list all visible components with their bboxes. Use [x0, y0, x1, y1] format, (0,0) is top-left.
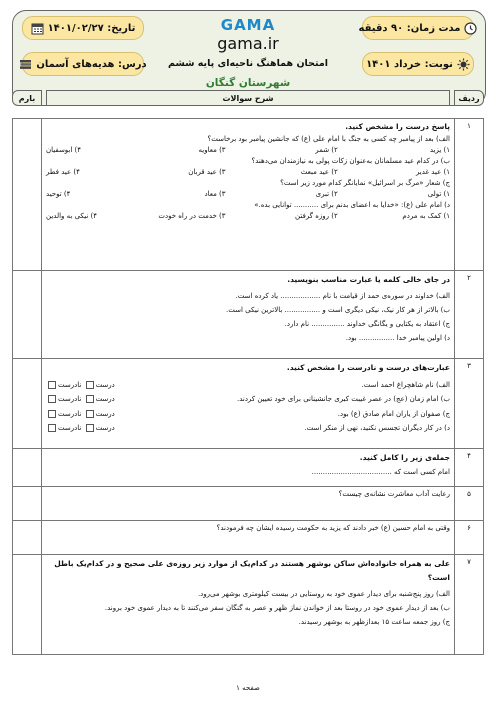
option: ۴) ابوسفیان [46, 146, 82, 154]
sub-question: ج) روز جمعه ساعت ۱۵ بعدازظهر به بوشهر رسیدند. [298, 618, 450, 626]
false-label: نادرست [58, 380, 82, 389]
questions-header: شرح سوالات [46, 90, 450, 106]
false-checkbox[interactable] [48, 395, 56, 403]
statement: د) در کار دیگران تجسس نکنید، نهی از منکر است. [304, 424, 450, 432]
true-label: درست [95, 409, 115, 418]
option: ۲) شمر [315, 146, 338, 154]
score-cell [13, 271, 42, 359]
tf-options [46, 407, 115, 422]
question-body [42, 449, 455, 487]
tf-item [46, 407, 450, 422]
question-body [42, 119, 455, 271]
false-checkbox[interactable] [48, 424, 56, 432]
sub-question: د) اولین پیامبر خدا ................ بود. [345, 334, 450, 342]
question-title: علی به همراه خانواده‌اش ساکن بوشهر هستند در کدام‌یک از موارد زیر روزه‌ی علی صحیح و در کدام‌یک باطل است؟ [54, 559, 450, 582]
tf-item [46, 392, 450, 407]
question-row [13, 359, 484, 449]
option: ۲) روزه گرفتن [295, 212, 338, 220]
session-text: نوبت: خرداد ۱۴۰۱ [366, 58, 453, 70]
question-number: ۲ [455, 271, 484, 359]
clock-icon [464, 22, 477, 35]
true-label: درست [95, 395, 115, 403]
statement: الف) نام شاهچراغ احمد است. [361, 380, 450, 389]
question-body: رعایت آداب معاشرت نشانه‌ی چیست؟ [42, 487, 455, 521]
books-icon [19, 58, 32, 71]
question-number: ۵ [455, 487, 484, 521]
option: ۱) عید غدیر [415, 168, 450, 176]
tf-item [46, 378, 450, 393]
question-row [13, 119, 484, 271]
options-row [46, 189, 450, 200]
statement: ب) امام زمان (عج) در عصر غیبت کبری جانشینانی برای خود تعیین کردند. [236, 395, 450, 403]
score-cell [13, 449, 42, 487]
false-label: نادرست [58, 395, 82, 403]
sub-question: ب) بالاتر از هر کار نیک، نیکی دیگری است و ................ بالاترین نیکی است. [226, 306, 450, 314]
question-number: ۴ [455, 449, 484, 487]
option: ۱) تولی [427, 190, 450, 198]
question-row [13, 449, 484, 487]
true-label: درست [95, 424, 115, 432]
question-title: در جای خالی کلمه یا عبارت مناسب بنویسید. [287, 275, 450, 284]
option: ۲) عید مبعث [300, 168, 338, 176]
option: ۱) کمک به مردم [402, 212, 450, 220]
duration-text: مدت زمان: ۹۰ دقیقه [358, 22, 461, 34]
question-title: جمله‌ی زیر را کامل کنید. [359, 453, 450, 462]
question-row [13, 555, 484, 655]
true-checkbox[interactable] [86, 410, 94, 418]
false-label: نادرست [58, 409, 82, 418]
option: ۳) معاویه [198, 146, 226, 154]
tf-options [46, 421, 115, 436]
sub-question: ج) اعتقاد به یکتایی و یگانگی خداوند ............... نام دارد. [284, 320, 450, 328]
sun-icon [457, 58, 470, 71]
row-header: ردیف [454, 90, 484, 106]
question-row [13, 521, 484, 555]
gama-logo [162, 16, 334, 34]
options-row [46, 167, 450, 178]
sub-question: الف) بعد از پیامبر چه کسی به جنگ با امام علی (ع) که جانشین پیامبر بود برخاست؟ [207, 135, 450, 143]
sub-question: الف) روز پنج‌شنبه برای دیدار عموی خود به روستایی در بیست کیلومتری بوشهر می‌رود. [197, 590, 450, 598]
question-body: وقتی به امام حسین (ع) خبر دادند که یزید به حکومت رسیده ایشان چه فرمودند؟ [42, 521, 455, 555]
false-checkbox[interactable] [48, 410, 56, 418]
false-checkbox[interactable] [48, 381, 56, 389]
sub-question: د) امام علی (ع): «خدایا به اعضای بدنم برای ........... توانایی بده.» [254, 201, 450, 209]
tf-options [46, 378, 115, 393]
true-label: درست [95, 380, 115, 389]
true-checkbox[interactable] [86, 381, 94, 389]
score-header: بارم [12, 90, 42, 106]
exam-title: امتحان هماهنگ ناحیه‌ای پایه ششم [168, 58, 328, 69]
logo-text: GAMA [220, 16, 276, 34]
score-cell [13, 119, 42, 271]
question-title: عبارت‌های درست و نادرست را مشخص کنید. [286, 363, 450, 372]
question-number: ۳ [455, 359, 484, 449]
option: ۳) خدمت در راه خودت [158, 212, 226, 220]
question-number: ۶ [455, 521, 484, 555]
option: ۳) معاد [204, 190, 226, 198]
sub-question: الف) خداوند در سوره‌ی حمد از قیامت با نام .................. یاد کرده است. [235, 292, 450, 300]
session-pill [362, 52, 474, 76]
option: ۴) نیکی به والدین [46, 212, 98, 220]
duration-pill [358, 16, 474, 40]
tf-item [46, 421, 450, 436]
city-name: شهرستان گنگان [205, 77, 291, 89]
false-label: نادرست [58, 424, 82, 432]
date-text: تاریخ: ۱۴۰۱/۰۲/۲۷ [47, 22, 136, 34]
option: ۳) عید قربان [188, 168, 226, 176]
true-checkbox[interactable] [86, 424, 94, 432]
score-cell [13, 359, 42, 449]
tf-options [46, 392, 115, 407]
option: ۴) توحید [46, 190, 71, 198]
score-cell [13, 555, 42, 655]
question-row [13, 271, 484, 359]
option: ۲) تبری [315, 190, 338, 198]
date-pill [22, 16, 144, 40]
true-checkbox[interactable] [86, 395, 94, 403]
calendar-icon [31, 22, 44, 35]
score-cell [13, 521, 42, 555]
question-number: ۱ [455, 119, 484, 271]
question-number: ۷ [455, 555, 484, 655]
question-body [42, 271, 455, 359]
question-title: پاسخ درست را مشخص کنید. [345, 122, 450, 131]
score-cell [13, 487, 42, 521]
exam-title-block [162, 16, 334, 89]
options-row [46, 145, 450, 156]
sub-question: امام کسی است که .................................... [311, 468, 450, 476]
subject-text: درس: هدیه‌های آسمان [36, 58, 147, 70]
options-row [46, 211, 450, 222]
questions-table [12, 118, 484, 655]
logo-sub: gama.ir [217, 33, 279, 53]
question-body [42, 555, 455, 655]
question-row [13, 487, 484, 521]
subject-pill [22, 52, 147, 76]
page-number: صفحه ۱ [236, 684, 260, 692]
option: ۴) عید فطر [46, 168, 80, 176]
statement: ج) صفوان از یاران امام صادق (ع) بود. [337, 409, 450, 418]
sub-question: ج) شعار «مرگ بر اسرائیل» نمایانگر کدام مورد زیر است؟ [280, 179, 450, 187]
column-header [12, 90, 484, 106]
sub-question: ب) در کدام عید مسلمانان به‌عنوان زکات پولی به نیازمندان می‌دهند؟ [251, 157, 450, 165]
question-body [42, 359, 455, 449]
option: ۱) یزید [429, 146, 450, 154]
sub-question: ب) بعد از دیدار عموی خود در روستا بعد از خواندن نماز ظهر و عصر به گنگان سفر می‌کنند تا به دیدار عموی خود بروند. [104, 604, 450, 612]
